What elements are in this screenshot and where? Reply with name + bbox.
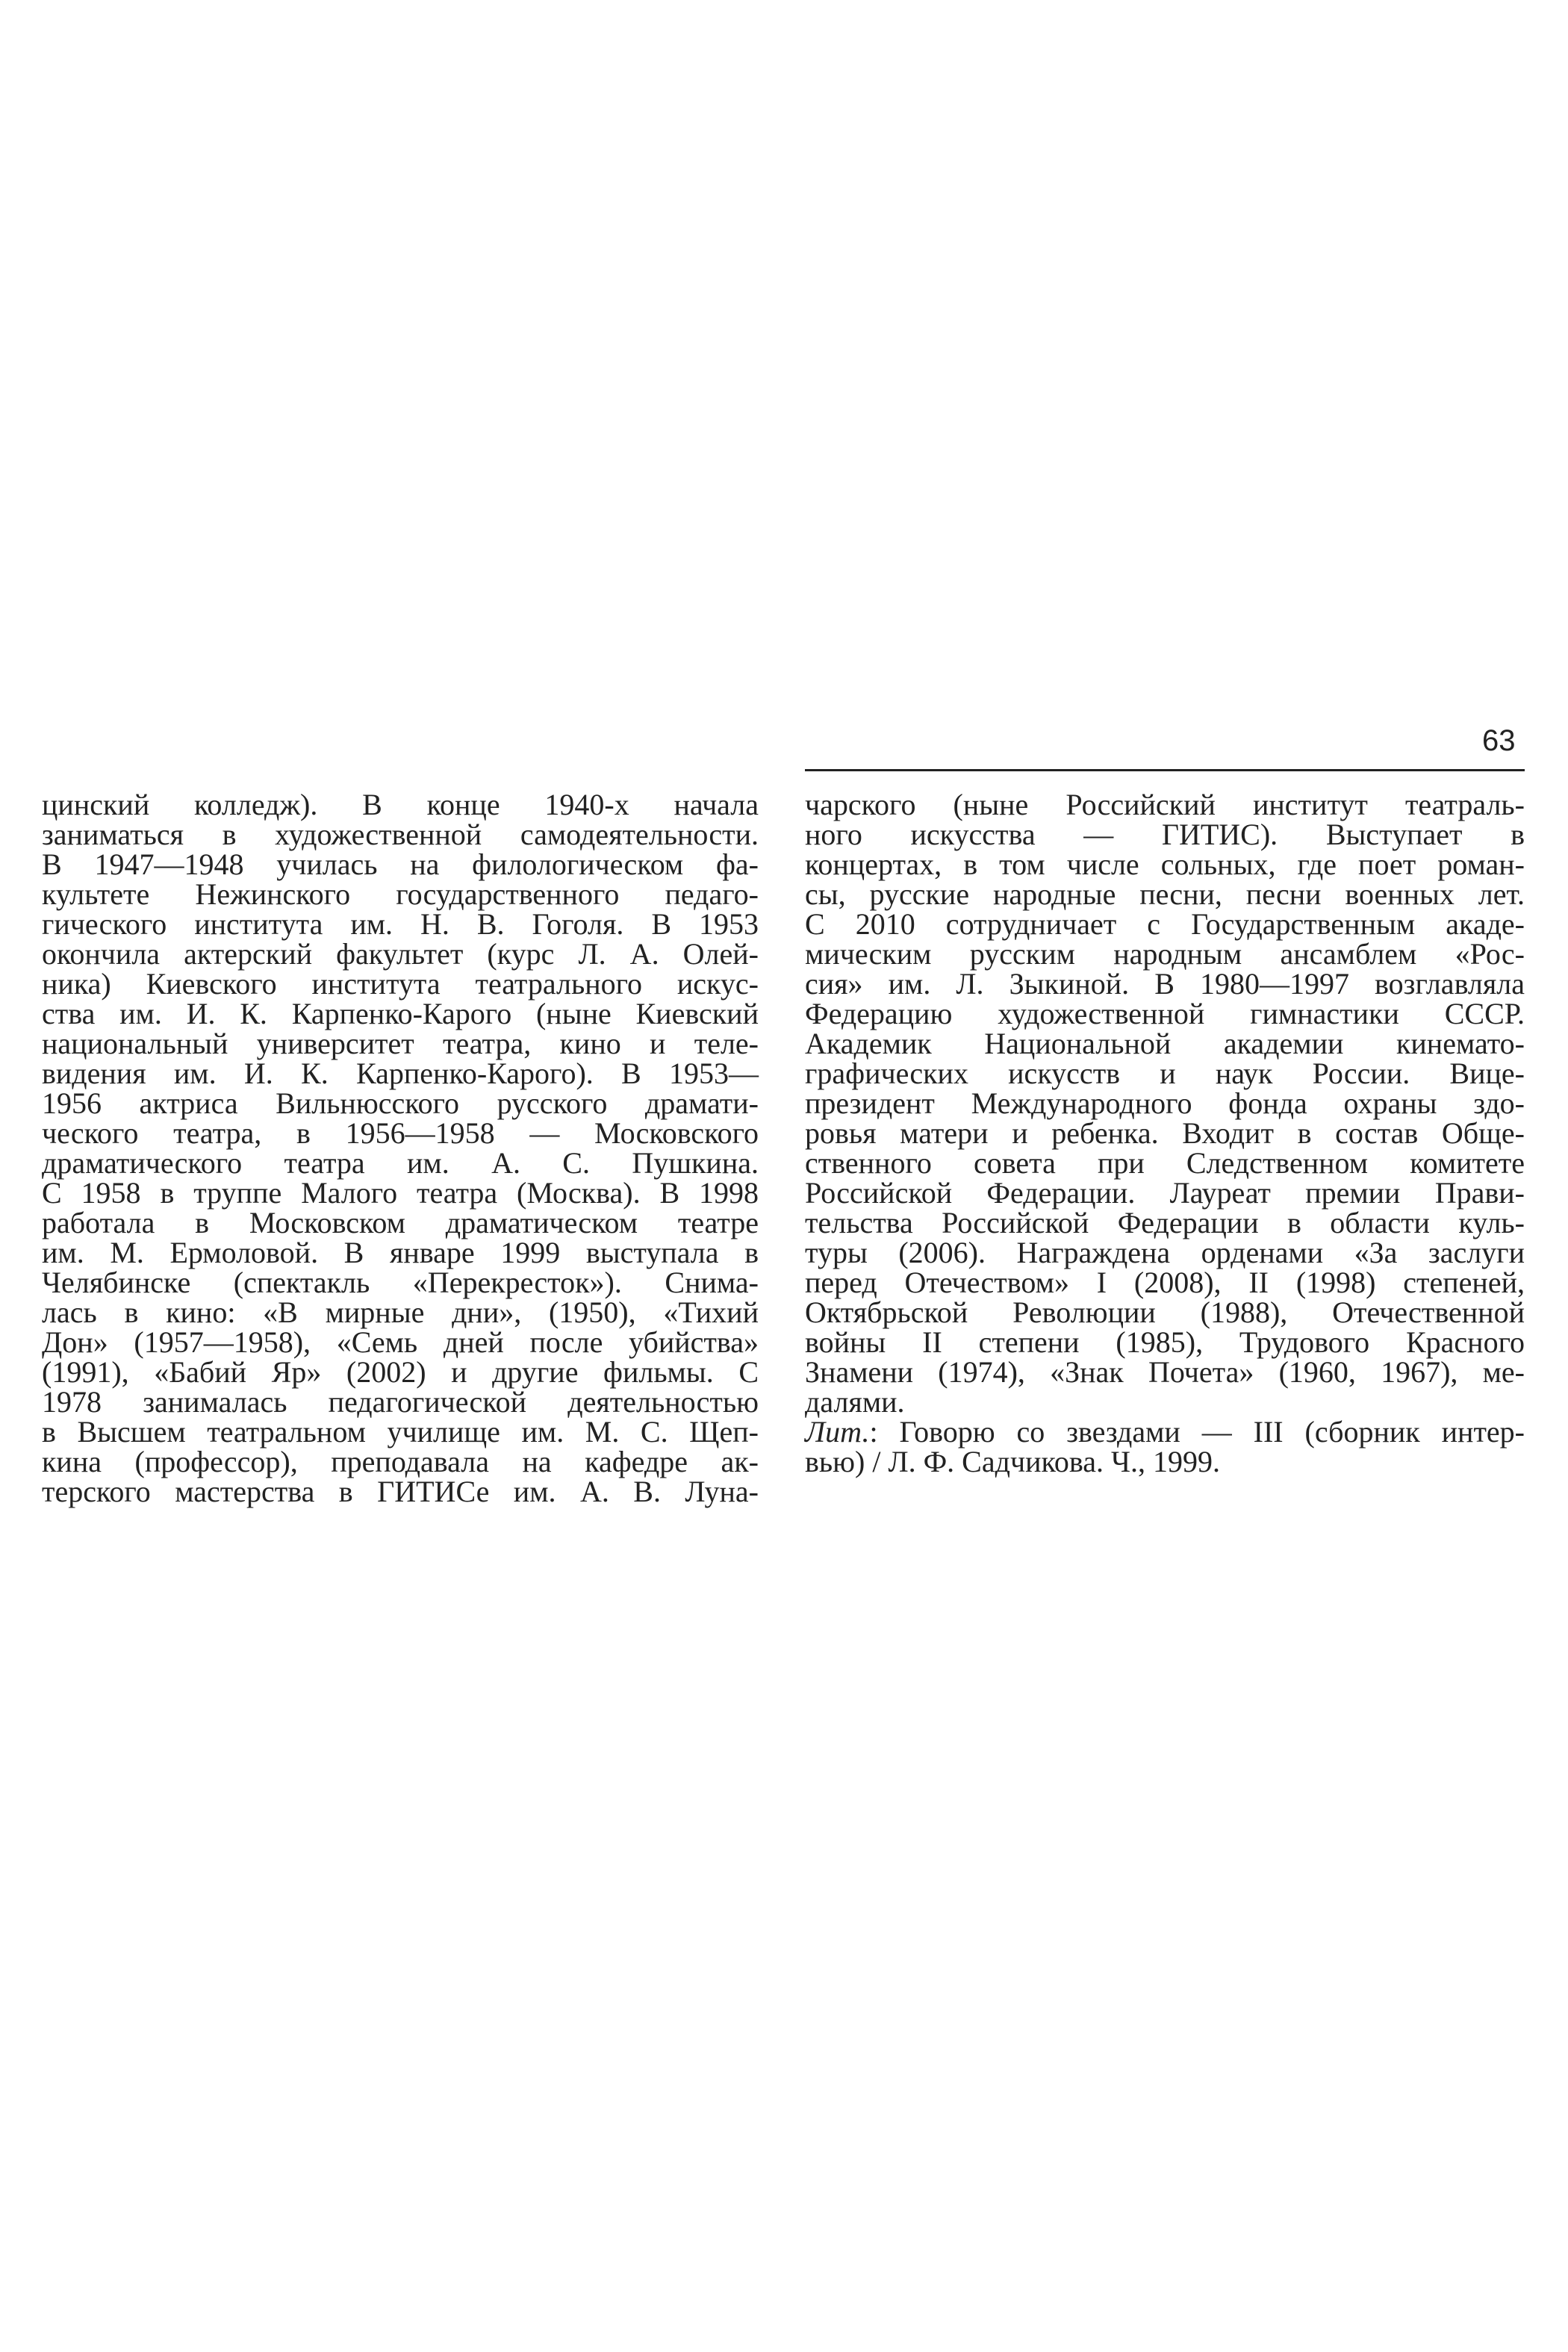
header-rule bbox=[805, 769, 1525, 771]
text-line: работала в Московском драматическом театре bbox=[42, 1206, 759, 1239]
text-line: (1991), «Бабий Яр» (2002) и другие фильмы. С bbox=[42, 1355, 759, 1389]
text-line: Российской Федерации. Лауреат премии Прави- bbox=[805, 1176, 1525, 1210]
text-line: сия» им. Л. Зыкиной. В 1980—1997 возглавляла bbox=[805, 967, 1525, 1001]
text-line: терского мастерства в ГИТИСе им. А. В. Луна- bbox=[42, 1475, 759, 1508]
literature-reference-continued: вью) / Л. Ф. Садчикова. Ч., 1999. bbox=[805, 1445, 1220, 1478]
text-line: Федерацию художественной гимнастики СССР. bbox=[805, 997, 1525, 1030]
text-line: гического института им. Н. В. Гоголя. В 1953 bbox=[42, 907, 759, 941]
text-line: в Высшем театральном училище им. М. С. Щеп- bbox=[42, 1415, 759, 1449]
text-line: сы, русские народные песни, песни военных лет. bbox=[805, 877, 1525, 911]
literature-reference bbox=[805, 1417, 1525, 1447]
text-line: 1978 занималась педагогической деятельностью bbox=[42, 1385, 759, 1419]
text-line: цинский колледж). В конце 1940-х начала bbox=[42, 788, 759, 821]
text-line: кина (профессор), преподавала на кафедре ак- bbox=[42, 1445, 759, 1478]
text-line: В 1947—1948 училась на филологическом фа- bbox=[42, 847, 759, 881]
text-line: тельства Российской Федерации в области куль- bbox=[805, 1206, 1525, 1239]
text-line: ника) Киевского института театрального искус- bbox=[42, 967, 759, 1001]
text-line: С 2010 сотрудничает с Государственным акаде- bbox=[805, 907, 1525, 941]
text-line: Челябинске (спектакль «Перекресток»). Снима- bbox=[42, 1266, 759, 1299]
text-line: видения им. И. К. Карпенко-Карого). В 1953— bbox=[42, 1057, 759, 1090]
text-line: им. М. Ермоловой. В январе 1999 выступала в bbox=[42, 1236, 759, 1269]
text-line: драматического театра им. А. С. Пушкина. bbox=[42, 1146, 759, 1180]
text-line: ного искусства — ГИТИС). Выступает в bbox=[805, 818, 1525, 851]
text-line: национальный университет театра, кино и теле- bbox=[42, 1027, 759, 1060]
text-line: ства им. И. К. Карпенко-Карого (ныне Киевский bbox=[42, 997, 759, 1030]
text-line: мическим русским народным ансамблем «Рос- bbox=[805, 937, 1525, 971]
text-line: концертах, в том числе сольных, где поет роман- bbox=[805, 847, 1525, 881]
text-line: заниматься в художественной самодеятельности. bbox=[42, 818, 759, 851]
text-line: чарского (ныне Российский институт театраль- bbox=[805, 788, 1525, 821]
text-line: президент Международного фонда охраны здо- bbox=[805, 1086, 1525, 1120]
text-line: ственного совета при Следственном комитете bbox=[805, 1146, 1525, 1180]
text-line: лась в кино: «В мирные дни», (1950), «Тихий bbox=[42, 1295, 759, 1329]
text-line: культете Нежинского государственного педаго- bbox=[42, 877, 759, 911]
text-line: туры (2006). Награждена орденами «За заслуги bbox=[805, 1236, 1525, 1269]
text-line: далями. bbox=[805, 1385, 905, 1419]
literature-label: Лит. bbox=[805, 1415, 870, 1449]
literature-text: : Говорю со звездами — III (сборник интер- bbox=[869, 1415, 1525, 1449]
text-line: С 1958 в труппе Малого театра (Москва). В 1998 bbox=[42, 1176, 759, 1210]
page-number: 63 bbox=[1482, 724, 1516, 757]
right-text-column bbox=[805, 790, 1525, 1477]
text-line: Октябрьской Революции (1988), Отечественной bbox=[805, 1295, 1525, 1329]
text-line: Академик Национальной академии кинемато- bbox=[805, 1027, 1525, 1060]
text-line: графических искусств и наук России. Вице- bbox=[805, 1057, 1525, 1090]
text-line: войны II степени (1985), Трудового Красного bbox=[805, 1325, 1525, 1359]
text-line: Знамени (1974), «Знак Почета» (1960, 1967), ме- bbox=[805, 1355, 1525, 1389]
text-line: ровья матери и ребенка. Входит в состав Обще- bbox=[805, 1116, 1525, 1150]
text-line: перед Отечеством» I (2008), II (1998) степеней, bbox=[805, 1266, 1525, 1299]
text-line: 1956 актриса Вильнюсского русского драмати- bbox=[42, 1086, 759, 1120]
text-line: окончила актерский факультет (курс Л. А. Олей- bbox=[42, 937, 759, 971]
text-line: ческого театра, в 1956—1958 — Московского bbox=[42, 1116, 759, 1150]
text-line: Дон» (1957—1958), «Семь дней после убийства» bbox=[42, 1325, 759, 1359]
left-text-column bbox=[42, 790, 759, 1507]
